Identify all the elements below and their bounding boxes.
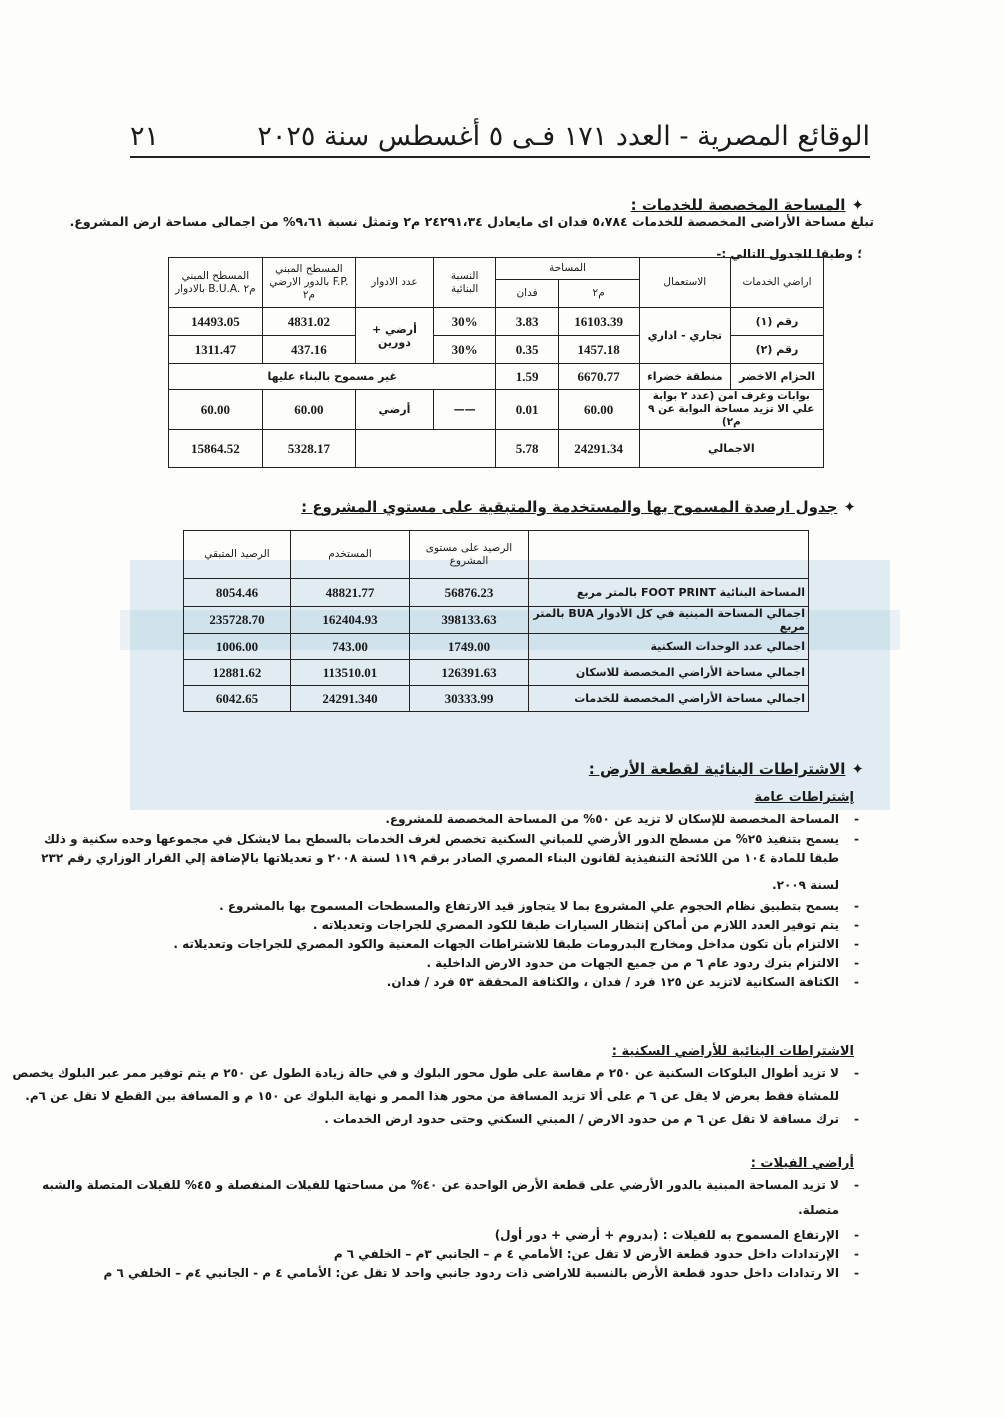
list-item: - يسمح بتنفيذ ٢٥% من مسطح الدور الأرضي للمباني السكنية تخصص لغرف الخدمات بالسطح بما لايشكل في مجموعها وحده سكنية و ذلك xyxy=(44,832,859,846)
cell: 1457.18 xyxy=(558,336,639,364)
cell: 4831.02 xyxy=(262,308,355,336)
cell: 162404.93 xyxy=(291,607,410,634)
list-item: - الالتزام بأن تكون مداخل ومخارج البدرومات طبقا للاشتراطات الجهات المعنية والكود المصري للجراجات وتعديلاته . xyxy=(173,937,859,951)
cell: أرضي xyxy=(356,390,434,430)
cell: 1006.00 xyxy=(184,634,291,660)
table-row xyxy=(184,579,809,607)
list-item: - الا رتدادات داخل حدود قطعة الأرض بالنسبة للاراضى ذات ردود جانبي واحد لا تقل عن: الأمامي ٤ م - الجانبي ٤م – الخلفي ٦ م xyxy=(103,1266,859,1280)
residential-conditions-title: الاشتراطات البنائية للأراضي السكنية : xyxy=(611,1044,854,1059)
services-heading: ✦المساحة المخصصة للخدمات : xyxy=(630,196,864,214)
cell: 14493.05 xyxy=(169,308,263,336)
list-item: للمشاة فقط بعرض لا يقل عن ٦ م على ألا تزيد المسافة من محور هذا الممر و نهاية البلوك عن ١٥٠ م و المسافة بين القطع لا تقل عن ٦م. xyxy=(25,1089,839,1103)
table-row xyxy=(169,308,824,336)
arrow-bullet-icon: ✦ xyxy=(851,196,864,214)
cell: 3.83 xyxy=(496,308,558,336)
cell: 16103.39 xyxy=(558,308,639,336)
cell: 113510.01 xyxy=(291,660,410,686)
villas-conditions-list xyxy=(42,1176,859,1283)
table-row xyxy=(169,430,824,468)
list-item: - يسمح بتطبيق نظام الحجوم علي المشروع بما لا يتجاوز قيد الارتفاع والمسطحات المسموح بها بالمشروع . xyxy=(219,899,859,913)
cell: 60.00 xyxy=(262,390,355,430)
list-item: طبقا للمادة ١٠٤ من اللائحة التنفيذية لقانون البناء المصري الصادر برقم ١١٩ لسنة ٢٠٠٨ و تعديلاتها بالإضافة إلي القرار الوزاري رقم ٢٣٢ xyxy=(41,851,839,865)
col-use: اراضي الخدمات xyxy=(731,258,824,308)
gazette-title: الوقائع المصرية - العدد ١٧١ فـى ٥ أغسطس سنة ٢٠٢٥ xyxy=(257,121,870,152)
cell: 437.16 xyxy=(262,336,355,364)
col-m2: م٢ xyxy=(558,280,639,308)
arrow-bullet-icon: ✦ xyxy=(843,498,856,516)
cell: 30% xyxy=(433,308,496,336)
col-floors: عدد الادوار xyxy=(356,258,434,308)
col-project: الرصيد على مستوى المشروع xyxy=(410,531,529,579)
list-item: - الكثافة السكانية لاتزيد عن ١٢٥ فرد / فدان ، والكثافة المحققة ٥٣ فرد / فدان. xyxy=(386,975,859,989)
services-line2: ؛ وطبقا للجدول التالي :- xyxy=(716,247,862,261)
cell: اجمالي مساحة الأراضي المخصصة للاسكان xyxy=(529,660,809,686)
table-row xyxy=(169,390,824,430)
conditions-heading: ✦الاشتراطات البنائية لقطعة الأرض : xyxy=(588,760,864,778)
cell: غير مسموح بالبناء عليها xyxy=(169,364,496,390)
cell: الاجمالي xyxy=(639,430,823,468)
table-row xyxy=(184,607,809,634)
cell: 398133.63 xyxy=(410,607,529,634)
col-feddan: فدان xyxy=(496,280,558,308)
table-row xyxy=(184,634,809,660)
list-item: متصلة. xyxy=(798,1203,839,1217)
col-fp: المسطح المبني بالدور الارضي F.P. م٢ xyxy=(262,258,355,308)
cell: 1749.00 xyxy=(410,634,529,660)
cell: المساحة البنائية FOOT PRINT بالمتر مربع xyxy=(529,579,809,607)
cell: 5328.17 xyxy=(262,430,355,468)
cell: 60.00 xyxy=(169,390,263,430)
table-row xyxy=(184,660,809,686)
cell: 6042.65 xyxy=(184,686,291,712)
cell: 30% xyxy=(433,336,496,364)
page-number: ٢١ xyxy=(130,121,160,152)
cell: 5.78 xyxy=(496,430,558,468)
cell: 15864.52 xyxy=(169,430,263,468)
page-header xyxy=(130,112,870,158)
list-item: - الإرتفاع المسموح به للفيلات : (بدروم + أرضي + دور أول) xyxy=(494,1228,859,1242)
table-row xyxy=(184,686,809,712)
list-item: - الإرتدادات داخل حدود قطعة الأرض لا تقل عن: الأمامي ٤ م – الجانبي ٣م – الخلفي ٦ م xyxy=(333,1247,859,1261)
cell: 743.00 xyxy=(291,634,410,660)
cell: اجمالي المساحة المبنية في كل الأدوار BUA بالمتر مربع xyxy=(529,607,809,634)
cell: رقم (١) xyxy=(731,308,824,336)
list-item: - لا تزيد أطوال البلوكات السكنية عن ٢٥٠ م مقاسة على طول محور البلوك و في حالة زيادة الطول عن ٢٥٠ م يتم توفير ممر عبر البلوك يخصص xyxy=(12,1066,859,1080)
villas-title: أراضي الفيلات : xyxy=(750,1156,854,1171)
col-item xyxy=(529,531,809,579)
list-item: - يتم توفير العدد اللازم من أماكن إنتظار السيارات طبقا للكود المصري للجراجات وتعديلاته . xyxy=(312,918,859,932)
col-remaining: الرصيد المتبقي xyxy=(184,531,291,579)
cell: تجاري - اداري xyxy=(639,308,730,364)
col-usage: الاستعمال xyxy=(639,258,730,308)
cell: 56876.23 xyxy=(410,579,529,607)
cell: 235728.70 xyxy=(184,607,291,634)
list-item: - الالتزام بترك ردود عام ٦ م من جميع الجهات من حدود الارض الداخلية . xyxy=(426,956,859,970)
list-item: لسنة ٢٠٠٩. xyxy=(772,878,839,892)
col-used: المستخدم xyxy=(291,531,410,579)
col-area: المساحة xyxy=(496,258,639,280)
cell: 1.59 xyxy=(496,364,558,390)
list-item: - لا تزيد المساحة المبنية بالدور الأرضي على قطعة الأرض الواحدة عن ٤٠% من مساحتها للفيلات المنفصلة و ٤٥% للفيلات المتصلة والشبه xyxy=(42,1178,859,1192)
cell: 12881.62 xyxy=(184,660,291,686)
arrow-bullet-icon: ✦ xyxy=(851,760,864,778)
cell xyxy=(356,430,496,468)
list-item: - ترك مسافة لا تقل عن ٦ م من حدود الارض / المبني السكني وحتى حدود ارض الخدمات . xyxy=(324,1112,859,1126)
cell: 0.01 xyxy=(496,390,558,430)
services-line1: تبلغ مساحة الأراضى المخصصة للخدمات ٥،٧٨٤ فدان اى مايعادل ٢٤٢٩١،٣٤ م٢ وتمثل نسبة ٩،٦١% من اجمالى مساحة ارض المشروع. xyxy=(69,214,874,229)
col-bua: المسطح المبني بالادوار B.U.A. م٢ xyxy=(169,258,263,308)
services-table xyxy=(168,257,824,468)
cell: 30333.99 xyxy=(410,686,529,712)
cell: 0.35 xyxy=(496,336,558,364)
cell: 6670.77 xyxy=(558,364,639,390)
cell: 24291.340 xyxy=(291,686,410,712)
cell: 126391.63 xyxy=(410,660,529,686)
residential-conditions-list xyxy=(12,1064,859,1129)
list-item: - المساحة المخصصة للإسكان لا تزيد عن ٥٠% من المساحة المخصصة للمشروع. xyxy=(385,812,859,826)
col-ratio: النسبة البنائية xyxy=(433,258,496,308)
cell: 8054.46 xyxy=(184,579,291,607)
cell: 60.00 xyxy=(558,390,639,430)
cell: اجمالي مساحة الأراضي المخصصة للخدمات xyxy=(529,686,809,712)
balances-heading: ✦جدول ارصدة المسموح بها والمستخدمة والمتبقية على مستوي المشروع : xyxy=(301,498,856,516)
balances-table xyxy=(183,530,809,712)
cell: منطقة خضراء xyxy=(639,364,730,390)
general-conditions-title: إشتراطات عامة xyxy=(754,790,854,805)
cell: 1311.47 xyxy=(169,336,263,364)
cell: أرضي + دورين xyxy=(356,308,434,364)
table-row xyxy=(169,364,824,390)
cell: الحزام الاخضر xyxy=(731,364,824,390)
cell: 24291.34 xyxy=(558,430,639,468)
cell: بوابات وغرف امن (عدد ٢ بوابة علي الا تزيد مساحة البوابة عن ٩ م٢) xyxy=(639,390,823,430)
cell: 48821.77 xyxy=(291,579,410,607)
cell: اجمالي عدد الوحدات السكنية xyxy=(529,634,809,660)
general-conditions-list xyxy=(41,810,859,992)
cell: رقم (٢) xyxy=(731,336,824,364)
cell: —— xyxy=(433,390,496,430)
